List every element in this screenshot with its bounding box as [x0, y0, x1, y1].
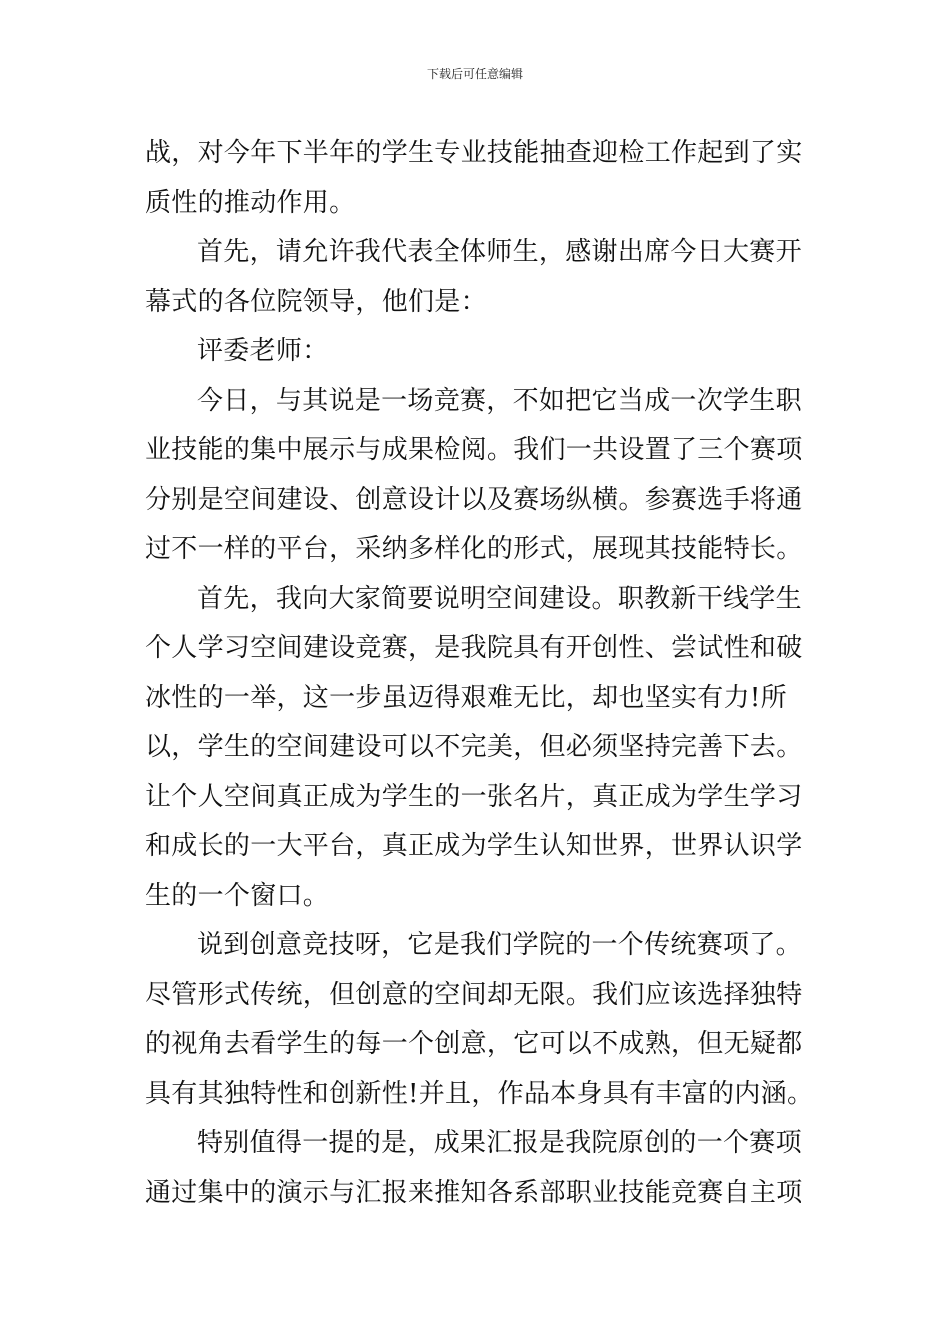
page-header-note: 下载后可任意编辑: [426, 67, 523, 81]
paragraph-5: 首先，我向大家简要说明空间建设。职教新干线学生个人学习空间建设竞赛，是我院具有开创性、尝试性和破冰性的一举，这一步虽迈得艰难无比，却也坚实有力!所以，学生的空间建设可以不完美，但必须坚持完善下去。让个人空间真正成为学生的一张名片，真正成为学生学习和成长的一大平台，真正成为学生认知世界，世界认识学生的一个窗口。: [145, 583, 803, 911]
paragraph-2: 首先，请允许我代表全体师生，感谢出席今日大赛开幕式的各位院领导，他们是：: [145, 237, 802, 317]
paragraph-4: 今日，与其说是一场竞赛，不如把它当成一次学生职业技能的集中展示与成果检阅。我们一共设置了三个赛项分别是空间建设、创意设计以及赛场纵横。参赛选手将通过不一样的平台，采纳多样化的形式，展现其技能特长。: [145, 385, 803, 564]
document-body: [145, 129, 825, 1218]
paragraph-7: 特别值得一提的是，成果汇报是我院原创的一个赛项通过集中的演示与汇报来推知各系部职业技能竞赛自主项: [145, 1128, 803, 1208]
paragraph-1: 战，对今年下半年的学生专业技能抽查迎检工作起到了实质性的推动作用。: [145, 138, 803, 218]
paragraph-3: 评委老师：: [197, 336, 329, 366]
paragraph-6: 说到创意竞技呀，它是我们学院的一个传统赛项了。尽管形式传统，但创意的空间却无限。我们应该选择独特的视角去看学生的每一个创意，它可以不成熟，但无疑都具有其独特性和创新性!并且，作品本身具有丰富的内涵。: [145, 930, 814, 1109]
